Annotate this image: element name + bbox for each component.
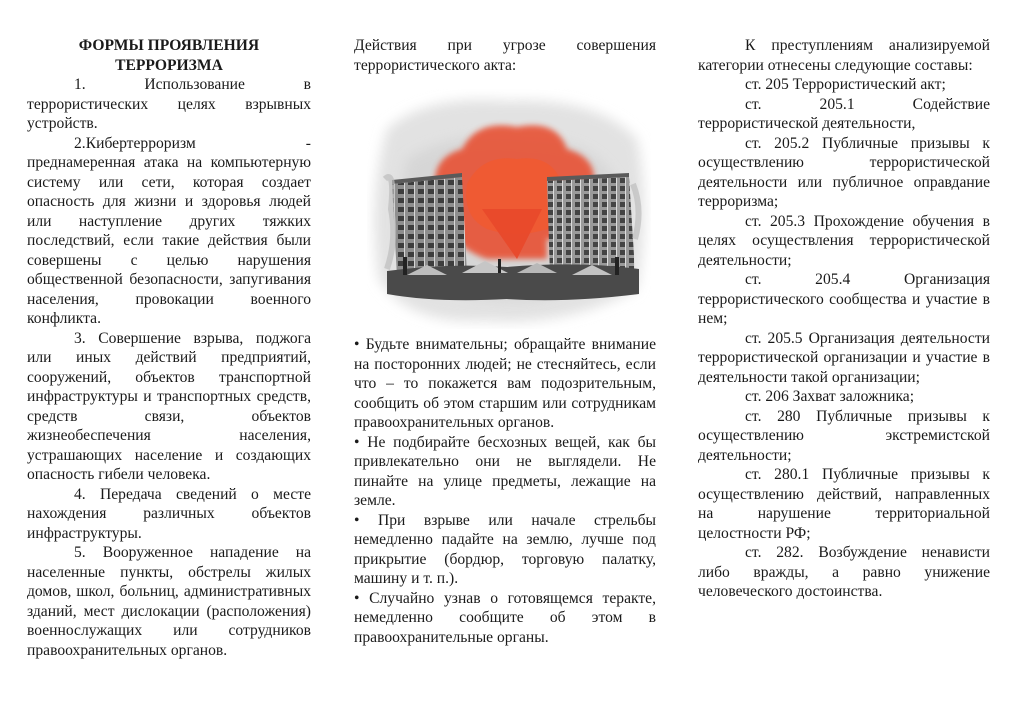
list-item: • Будьте внимательны; обращайте внимание на посторонних людей; не стесняйтесь, если что – то покажется вам подозрительным, сообщить об этом старшим или сотрудникам правоохранительных органов. xyxy=(354,335,656,433)
list-item: 3. Совершение взрыва, поджога или иных действий предприятий, сооружений, объектов транспортной инфраструктуры и транспортных средств, средств связи, объектов жизнеобеспечения населения, устрашающих население и создающих опасность гибели человека. xyxy=(27,329,311,483)
list-item: ст. 280.1 Публичные призывы к осуществлению действий, направленных на нарушение территориальной целостности РФ; xyxy=(698,466,990,542)
list-item: • При взрыве или начале стрельбы немедленно падайте на землю, лучше под прикрытие (бордюр, торговую палатку, машину и т. п.). xyxy=(354,511,656,589)
list-item: 1. Использование в террористических целях взрывных устройств. xyxy=(27,76,311,132)
list-item: • Случайно узнав о готовящемся теракте, немедленно сообщите об этом в правоохранительные органы. xyxy=(354,589,656,648)
list-item: ст. 282. Возбуждение ненависти либо вражды, а равно унижение человеческого достоинства. xyxy=(698,544,990,600)
column-threat-actions xyxy=(354,36,656,647)
list-item: ст. 205.4 Организация террористического сообщества и участие в нем; xyxy=(698,271,990,327)
list-item: ст. 205.2 Публичные призывы к осуществлению террористической деятельности или публичное оправдание терроризма; xyxy=(698,134,990,210)
list-item: 5. Вооруженное нападение на населенные пункты, обстрелы жилых домов, школ, больниц, административных зданий, мест дислокации (расположения) военнослужащих или сотрудников правоохранительных органов. xyxy=(27,544,311,659)
list-item: 4. Передача сведений о месте нахождения различных объектов инфраструктуры. xyxy=(27,485,311,542)
explosion-image xyxy=(367,89,651,329)
list-item: ст. 206 Захват заложника; xyxy=(745,388,915,405)
list-item: ст. 205.3 Прохождение обучения в целях осуществления террористической деятельности; xyxy=(698,212,990,269)
section-intro: К преступлениям анализируемой категории отнесены следующие составы: xyxy=(698,37,990,74)
list-item: ст. 280 Публичные призывы к осуществлению экстремистской деятельности; xyxy=(698,407,990,464)
list-item: • Не подбирайте бесхозных вещей, как бы привлекательно они не выглядели. Не пинайте на улице предметы, лежащие на земле. xyxy=(354,433,656,511)
list-item: ст. 205 Террористический акт; xyxy=(745,76,946,93)
section-title: ФОРМЫ ПРОЯВЛЕНИЯ ТЕРРОРИЗМА xyxy=(78,37,260,74)
column-criminal-articles xyxy=(698,36,990,602)
list-item: ст. 205.1 Содействие террористической деятельности, xyxy=(698,95,990,132)
list-item: ст. 205.5 Организация деятельности террористической организации и участие в деятельности такой организации; xyxy=(698,329,990,386)
list-item: 2.Кибертерроризм - преднамеренная атака на компьютерную систему или сети, которая создает опасность для жизни и здоровья людей или наступление других тяжких последствий, если такие действия были совершены с целью нарушения общественной безопасности, запугивания населения, провокации военного конфликта. xyxy=(27,134,311,327)
column-forms-of-terrorism xyxy=(27,36,311,660)
section-heading: Действия при угрозе совершения террористического акта: xyxy=(354,37,656,74)
explosion-illustration xyxy=(367,89,651,329)
